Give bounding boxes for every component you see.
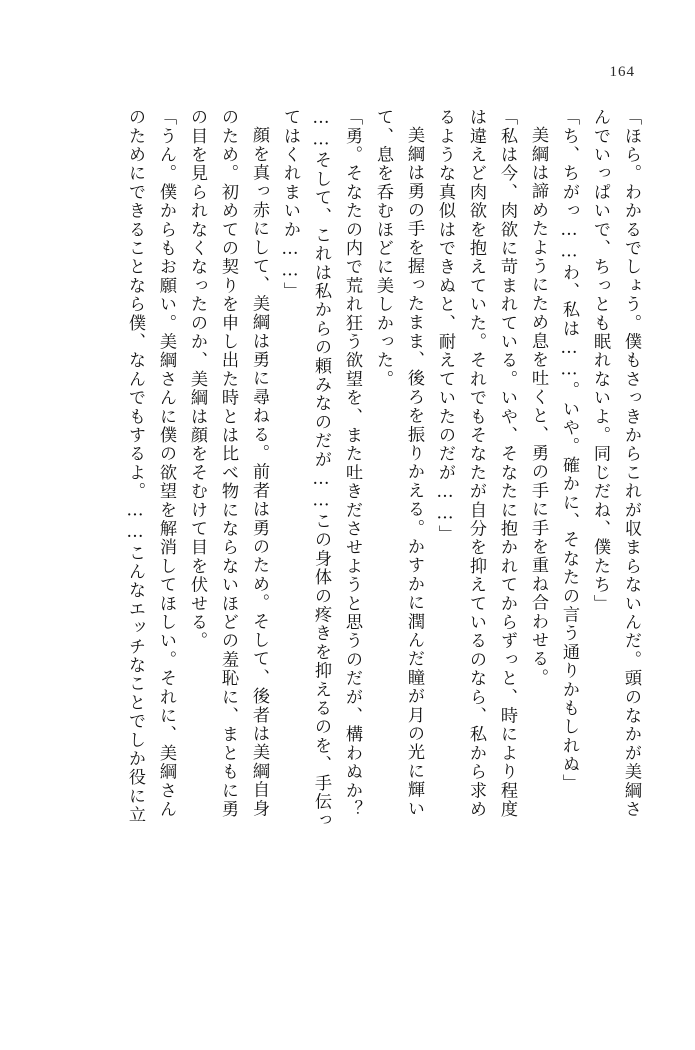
text-column: 美綱は諦めたようにため息を吐くと、勇の手に手を重ね合わせる。 [528, 126, 548, 688]
text-column: 「私は今、肉欲に苛まれている。いや、そなたに抱かれてからずっと、時により程度 [497, 108, 517, 819]
text-column: んでいっぱいで、ちっとも眠れないよ。同じだね、僕たち」 [590, 108, 610, 613]
text-column: 美綱は勇の手を握ったまま、後ろを振りかえる。かすかに潤んだ瞳が月の光に輝い [404, 126, 424, 818]
text-column: 顔を真っ赤にして、美綱は勇に尋ねる。前者は勇のため。そして、後者は美綱自身 [249, 126, 269, 818]
text-column: のため。初めての契りを申し出た時とは比べ物にならないほどの羞恥に、まともに勇 [218, 108, 238, 819]
text-column: て、息を呑むほどに美しかった。 [373, 108, 393, 389]
text-column: るような真似はできぬと、耐えていたのだが……」 [435, 108, 455, 544]
text-column: 「勇。そなたの内で荒れ狂う欲望を、また吐きださせようと思うのだが、構わぬか？ [342, 108, 362, 819]
text-column: の目を見られなくなったのか、美綱は顔をそむけて目を伏せる。 [187, 108, 207, 651]
vertical-text-body [56, 108, 639, 988]
text-column: は違えど肉欲を抱えていた。それでもそなたが自分を抑えているのなら、私から求め [466, 108, 486, 819]
text-column: 「ち、ちがっ……わ、私は……。いや。確かに、そなたの言う通りかもしれぬ」 [559, 108, 579, 793]
text-column: のためにできることなら僕、なんでもするよ。……こんなエッチなことでしか役に立 [125, 108, 145, 825]
text-column: 「うん。僕からもお願い。美綱さんに僕の欲望を解消してほしい。それに、美綱さん [156, 108, 176, 819]
text-column: 「ほら。わかるでしょう。僕もさっきからこれが収まらないんだ。頭のなかが美綱さ [621, 108, 641, 819]
text-column: ……そして、これは私からの頼みなのだが……この身体の疼きを抑えるのを、手伝っ [311, 108, 331, 830]
page-number: 164 [609, 64, 635, 80]
text-column: てはくれまいか……」 [280, 108, 300, 301]
